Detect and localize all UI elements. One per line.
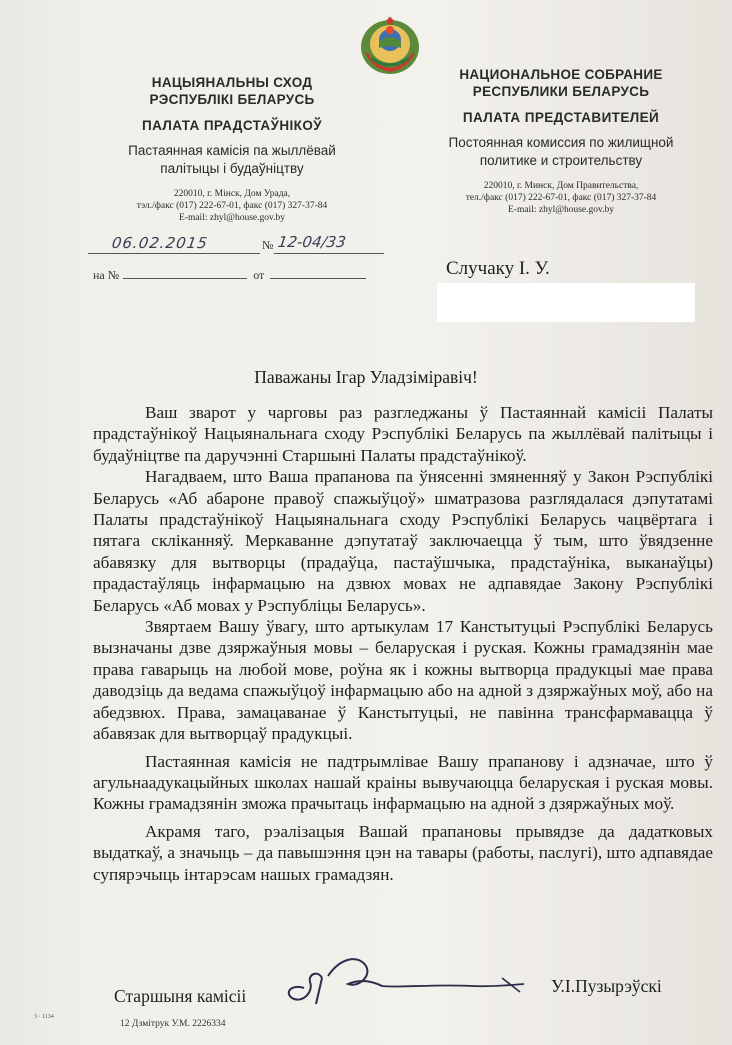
signatory-name: У.І.Пузырэўскі <box>551 976 662 996</box>
commission-line2: политике и строительству <box>479 153 643 168</box>
address-line1: 220010, г. Минск, Дом Правительства, <box>483 181 639 191</box>
number-sign: № <box>262 238 274 252</box>
executor-footer: 12 Дзмітрук У.М. 2226334 <box>120 1019 226 1029</box>
commission-line2: палітыцы і будаўніцтву <box>160 161 304 176</box>
address-line2: тел./факс (017) 222-67-01, факс (017) 327-37-84 <box>465 193 657 203</box>
margin-note: 3 · 1134 <box>34 1014 54 1020</box>
signatory-title: Старшыня камісіі <box>114 986 247 1006</box>
registration-date: 06.02.2015 <box>110 234 210 252</box>
chamber-name: ПАЛАТА ПРЕДСТАВИТЕЛЕЙ <box>462 110 660 125</box>
chamber-name: ПАЛАТА ПРАДСТАЎНІКОЎ <box>141 118 323 133</box>
paragraph: Пастаянная камісія не падтрымлівае Вашу прапанову і адзначае, што ў агульнаадукацыйных школах нашай краіны вывучаюцца беларуская і руская мовы. Кожны грамадзянін зможа прачытаць інфармацыю на адной з дзяржаўных моў. <box>93 751 713 814</box>
handwritten-signature-icon <box>262 948 542 1018</box>
registration-number: 12-04/33 <box>276 233 347 251</box>
commission-line1: Постоянная комиссия по жилищной <box>448 135 674 150</box>
reference-line <box>93 268 366 283</box>
address-line3: E-mail: zhyl@house.gov.by <box>178 213 286 223</box>
org-name-line1: НАЦЫЯНАЛЬНЫ СХОД <box>151 75 313 90</box>
header-right-russian <box>418 66 704 216</box>
org-name-line2: РЭСПУБЛІКІ БЕЛАРУСЬ <box>149 92 315 107</box>
paragraph: Звяртаем Вашу ўвагу, што артыкулам 17 Канстытуцыі Рэспублікі Беларусь вызначаны дзве дзяржаўныя мовы – беларуская і руская. Кожны грамадзянін мае права гаварыць на любой мове, роўна як і кожны вытворца прадукцыі мае права даводзіць да ведама спажыўцоў інфармацыю або на адной з дзяржаўных моў, або на абедзвюх. Права, замацаванае ў Канстытуцыі, не павінна трансфармавацца ў абавязак для вытворцаў прадукцыі. <box>93 617 713 744</box>
address-line1: 220010, г. Мінск, Дом Урада, <box>173 189 291 199</box>
from-label: от <box>253 268 265 282</box>
letter-body <box>93 402 713 885</box>
redacted-address-block <box>437 283 695 322</box>
org-name-line2: РЕСПУБЛИКИ БЕЛАРУСЬ <box>472 84 650 99</box>
org-name-line1: НАЦИОНАЛЬНОЕ СОБРАНИЕ <box>459 67 663 82</box>
paragraph: Акрамя таго, рэалізацыя Вашай прапановы прывядзе да дадатковых выдаткаў, а значыць – да павышэння цэн на тавары (работы, паслугі), што адпавядае супярэчыць інтарэсам нашых грамадзян. <box>93 821 713 884</box>
address-line2: тэл./факс (017) 222-67-01, факс (017) 327-37-84 <box>136 201 328 211</box>
paragraph: Нагадваем, што Ваша прапанова па ўнясенні змяненняў у Закон Рэспублікі Беларусь «Аб абароне правоў спажыўцоў» шматразова разглядалася дэпутатамі Палаты прадстаўнікоў Нацыянальнага сходу Рэспублікі Беларусь чацвёртага і пятага скліканняў. Меркаванне дэпутатаў заключаецца ў тым, што ўвядзенне абавязку для вытворцы (прадаўца, пастаўшчыка, прадстаўніка, выканаўцы) прадастаўляць інфармацыю на дзвюх мовах не адпавядае Закону Рэспублікі Беларусь «Аб мовах у Рэспубліцы Беларусь». <box>93 467 713 615</box>
header-left-belarusian <box>96 74 368 224</box>
registration-line <box>88 233 388 258</box>
date-underline <box>88 253 260 254</box>
from-underline <box>270 268 366 279</box>
commission-line1: Пастаянная камісія па жыллёвай <box>128 143 336 158</box>
number-underline <box>274 253 384 254</box>
state-emblem-icon <box>357 14 423 76</box>
salutation: Паважаны Ігар Уладзіміравіч! <box>254 367 478 387</box>
address-line3: E-mail: zhyl@house.gov.by <box>507 205 615 215</box>
ref-label: на № <box>93 268 120 282</box>
paragraph: Ваш зварот у чарговы раз разгледжаны ў Пастаяннай камісіі Палаты прадстаўнікоў Нацыянальнага сходу Рэспублікі Беларусь па жыллёвай палітыцы і будаўніцтве па даручэнні Старшыні Палаты прадстаўнікоў. <box>93 403 713 465</box>
recipient-name: Случаку І. У. <box>446 258 550 279</box>
ref-underline <box>123 268 247 279</box>
